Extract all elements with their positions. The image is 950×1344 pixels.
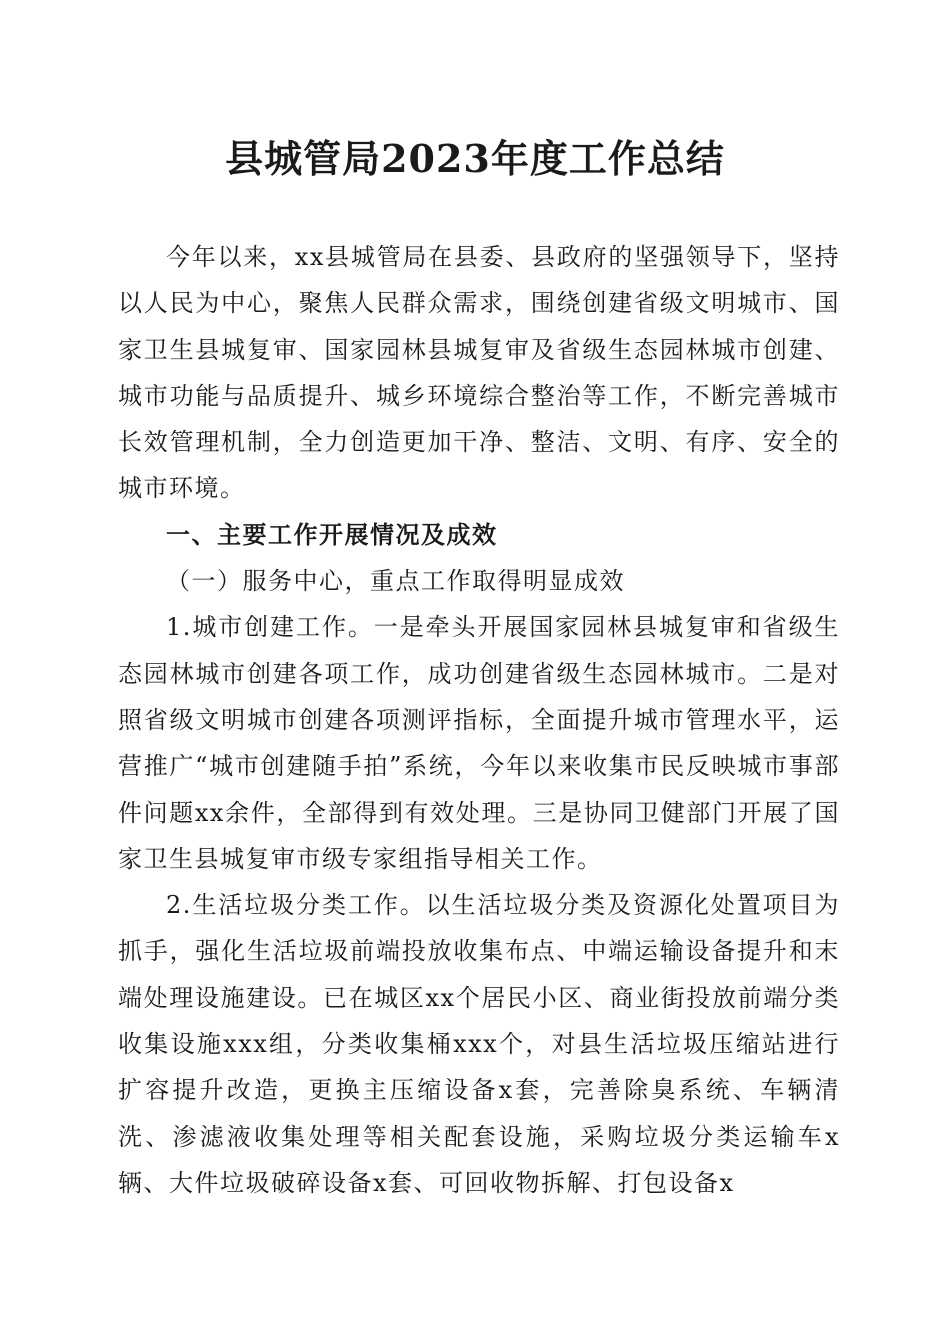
- section-heading-1: 一、主要工作开展情况及成效: [166, 520, 498, 549]
- subsection-heading-1: （一）服务中心，重点工作取得明显成效: [166, 567, 625, 596]
- document-title: 县城管局2023年度工作总结: [225, 136, 725, 181]
- item-paragraph-1: 1.城市创建工作。一是牵头开展国家园林县城复审和省级生态园林城市创建各项工作，成功创建省级生态园林城市。二是对照省级文明城市创建各项测评指标，全面提升城市管理水平，运营推广“城市创建随手拍”系统，今年以来收集市民反映城市事部件问题xx余件，全部得到有效处理。三是协同卫健部门开展了国家卫生县城复审市级专家组指导相关工作。: [118, 613, 840, 873]
- document-body: [118, 234, 840, 1206]
- intro-paragraph: 今年以来，xx县城管局在县委、县政府的坚强领导下，坚持以人民为中心，聚焦人民群众需求，围绕创建省级文明城市、国家卫生县城复审、国家园林县城复审及省级生态园林城市创建、城市功能与品质提升、城乡环境综合整治等工作，不断完善城市长效管理机制，全力创造更加干净、整洁、文明、有序、安全的城市环境。: [118, 243, 840, 503]
- item-paragraph-2: 2.生活垃圾分类工作。以生活垃圾分类及资源化处置项目为抓手，强化生活垃圾前端投放收集布点、中端运输设备提升和末端处理设施建设。已在城区xx个居民小区、商业街投放前端分类收集设施xxx组，分类收集桶xxx个，对县生活垃圾压缩站进行扩容提升改造，更换主压缩设备x套，完善除臭系统、车辆清洗、渗滤液收集处理等相关配套设施，采购垃圾分类运输车x辆、大件垃圾破碎设备x套、可回收物拆解、打包设备x: [118, 891, 840, 1197]
